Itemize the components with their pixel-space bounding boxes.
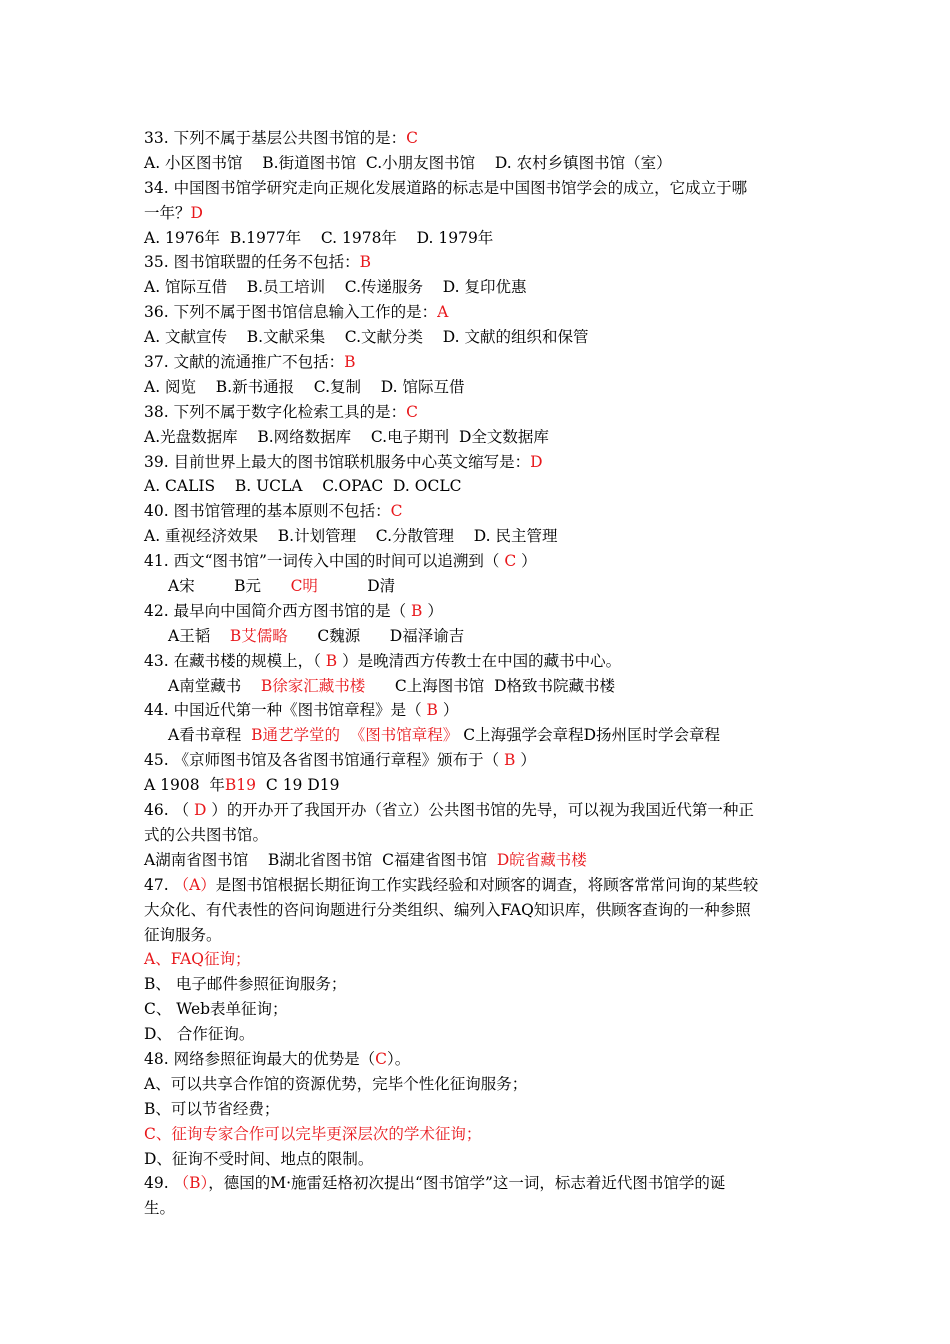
line-text: ） xyxy=(515,751,536,770)
line-text: A王韬 xyxy=(168,626,230,645)
answer-text: C xyxy=(375,1049,387,1068)
text-line xyxy=(144,1122,809,1147)
answer-text: C明 xyxy=(290,577,318,596)
line-text: A. 重视经济效果 B.计划管理 C.分散管理 D. 民主管理 xyxy=(144,527,558,546)
text-line xyxy=(144,176,809,201)
line-text: A湖南省图书馆 B湖北省图书馆 C福建省图书馆 xyxy=(144,850,497,869)
line-text: 40. 图书馆管理的基本原则不包括： xyxy=(144,502,391,521)
text-line xyxy=(144,997,809,1022)
line-text: ） xyxy=(422,601,443,620)
text-line xyxy=(144,1047,809,1072)
text-line xyxy=(144,624,809,649)
answer-text: B19 xyxy=(224,776,257,795)
text-line xyxy=(144,549,809,574)
text-line xyxy=(144,450,809,475)
answer-text: （B） xyxy=(173,1174,209,1193)
line-text: ）是晚清西方传教士在中国的藏书中心。 xyxy=(337,651,622,670)
line-text: C上海图书馆 D格致书院藏书楼 xyxy=(365,676,616,695)
line-text: 37. 文献的流通推广不包括： xyxy=(144,353,345,372)
text-line xyxy=(144,275,809,300)
line-text: D清 xyxy=(317,577,396,596)
line-text: 46. （ xyxy=(144,801,195,820)
text-line xyxy=(144,1072,809,1097)
line-text: B、可以节省经费； xyxy=(144,1099,280,1118)
text-line xyxy=(144,823,809,848)
answer-text: D xyxy=(194,801,207,820)
line-text: A. 小区图书馆 B.街道图书馆 C.小朋友图书馆 D. 农村乡镇图书馆（室） xyxy=(144,153,672,172)
text-line xyxy=(144,1171,809,1196)
line-text: A.光盘数据库 B.网络数据库 C.电子期刊 D全文数据库 xyxy=(144,427,549,446)
line-text: A. 阅览 B.新书通报 C.复制 D. 馆际互借 xyxy=(144,377,465,396)
text-line xyxy=(144,1147,809,1172)
line-text: B、 电子邮件参照征询服务； xyxy=(144,975,347,994)
line-text: 生。 xyxy=(144,1199,176,1218)
text-line xyxy=(144,400,809,425)
line-text: A. 馆际互借 B.员工培训 C.传递服务 D. 复印优惠 xyxy=(144,278,527,297)
text-line xyxy=(144,250,809,275)
line-text: D、征询不受时间、地点的限制。 xyxy=(144,1149,374,1168)
line-text: ）。 xyxy=(386,1049,411,1068)
line-text: 48. 网络参照征询最大的优势是（ xyxy=(144,1049,376,1068)
text-line xyxy=(144,923,809,948)
text-line xyxy=(144,226,809,251)
text-line xyxy=(144,201,809,226)
text-line xyxy=(144,1022,809,1047)
line-text: 41. 西文“图书馆”一词传入中国的时间可以追溯到（ xyxy=(144,552,505,571)
answer-text: A xyxy=(437,303,449,322)
answer-text: D xyxy=(190,203,203,222)
text-line xyxy=(144,524,809,549)
text-line xyxy=(144,649,809,674)
line-text: C上海强学会章程D扬州匡时学会章程 xyxy=(458,726,721,745)
answer-text: D皖省藏书楼 xyxy=(496,850,587,869)
text-line xyxy=(144,1196,809,1221)
text-line xyxy=(144,300,809,325)
line-text: C 19 D19 xyxy=(256,776,340,795)
answer-text: B xyxy=(426,701,438,720)
text-line xyxy=(144,947,809,972)
line-text: ） xyxy=(437,701,459,720)
answer-text: B xyxy=(344,353,356,372)
question-list xyxy=(144,126,809,1221)
line-text: 征询服务。 xyxy=(144,925,222,944)
text-line xyxy=(144,574,809,599)
line-text: 42. 最早向中国简介西方图书馆的是（ xyxy=(144,601,412,620)
line-text: 45. 《京师图书馆及各省图书馆通行章程》颁布于（ xyxy=(144,751,505,770)
answer-text: A、FAQ征询； xyxy=(144,950,251,969)
text-line xyxy=(144,898,809,923)
line-text: 35. 图书馆联盟的任务不包括： xyxy=(144,253,360,272)
line-text: ） xyxy=(516,552,537,571)
text-line xyxy=(144,748,809,773)
answer-text: B徐家汇藏书楼 xyxy=(260,676,366,695)
line-text: 式的公共图书馆。 xyxy=(144,825,269,844)
text-line xyxy=(144,499,809,524)
answer-text: D xyxy=(530,452,543,471)
answer-text: B xyxy=(504,751,516,770)
answer-text: C xyxy=(406,129,418,147)
line-text: 33. 下列不属于基层公共图书馆的是： xyxy=(144,129,407,147)
text-line xyxy=(144,848,809,873)
line-text: 47. xyxy=(144,875,174,894)
line-text: A宋 B元 xyxy=(168,577,291,596)
text-line xyxy=(144,375,809,400)
line-text: 49. xyxy=(144,1174,174,1193)
answer-text: C xyxy=(390,502,403,521)
text-line xyxy=(144,798,809,823)
answer-text: B通艺学堂的 《图书馆章程》 xyxy=(251,726,459,745)
line-text: 36. 下列不属于图书馆信息输入工作的是： xyxy=(144,303,438,322)
line-text: 39. 目前世界上最大的图书馆联机服务中心英文缩写是： xyxy=(144,452,531,471)
answer-text: B xyxy=(411,601,423,620)
line-text: C魏源 D福泽谕吉 xyxy=(287,626,465,645)
line-text: ）的开办开了我国开办（省立）公共图书馆的先导，可以视为我国近代第一种正 xyxy=(206,801,754,820)
line-text: D、 合作征询。 xyxy=(144,1025,255,1044)
line-text: 43. 在藏书楼的规模上，（ xyxy=(144,651,326,670)
answer-text: C xyxy=(504,552,517,571)
text-line xyxy=(144,1097,809,1122)
line-text: 44. 中国近代第一种《图书馆章程》是（ xyxy=(144,701,427,720)
answer-text: C xyxy=(406,402,418,421)
answer-text: B艾儒略 xyxy=(229,626,288,645)
answer-text: C、征询专家合作可以完毕更深层次的学术征询； xyxy=(144,1124,482,1143)
text-line xyxy=(144,773,809,798)
line-text: A看书章程 xyxy=(168,726,252,745)
line-text: 一年？ xyxy=(144,203,191,222)
text-line xyxy=(144,325,809,350)
line-text: A南堂藏书 xyxy=(168,676,261,695)
line-text: ，德国的M·施雷廷格初次提出“图书馆学”这一词，标志着近代图书馆学的诞 xyxy=(208,1174,726,1193)
text-line xyxy=(144,474,809,499)
text-line xyxy=(144,425,809,450)
text-line xyxy=(144,350,809,375)
text-line xyxy=(144,599,809,624)
line-text: C、 Web表单征询； xyxy=(144,1000,288,1019)
text-line xyxy=(144,873,809,898)
line-text: 是图书馆根据长期征询工作实践经验和对顾客的调查，将顾客常常问询的某些较 xyxy=(215,875,759,894)
answer-text: B xyxy=(359,253,371,272)
text-line xyxy=(144,698,809,723)
line-text: 34. 中国图书馆学研究走向正规化发展道路的标志是中国图书馆学会的成立，它成立于哪 xyxy=(144,178,748,197)
text-line xyxy=(144,972,809,997)
line-text: 38. 下列不属于数字化检索工具的是： xyxy=(144,402,407,421)
answer-text: （A） xyxy=(173,875,216,894)
text-line xyxy=(144,126,809,151)
answer-text: B xyxy=(325,651,338,670)
line-text: A. 文献宣传 B.文献采集 C.文献分类 D. 文献的组织和保管 xyxy=(144,328,589,347)
text-line xyxy=(144,151,809,176)
line-text: A. CALIS B. UCLA C.OPAC D. OCLC xyxy=(144,477,462,496)
line-text: A. 1976年 B.1977年 C. 1978年 D. 1979年 xyxy=(144,228,494,247)
text-line xyxy=(144,674,809,699)
line-text: A、可以共享合作馆的资源优势，完毕个性化征询服务； xyxy=(144,1074,528,1093)
text-line xyxy=(144,723,809,748)
line-text: A 1908 年 xyxy=(144,776,225,795)
line-text: 大众化、有代表性的咨问询题进行分类组织、编列入FAQ知识库，供顾客查询的一种参照 xyxy=(144,900,751,919)
